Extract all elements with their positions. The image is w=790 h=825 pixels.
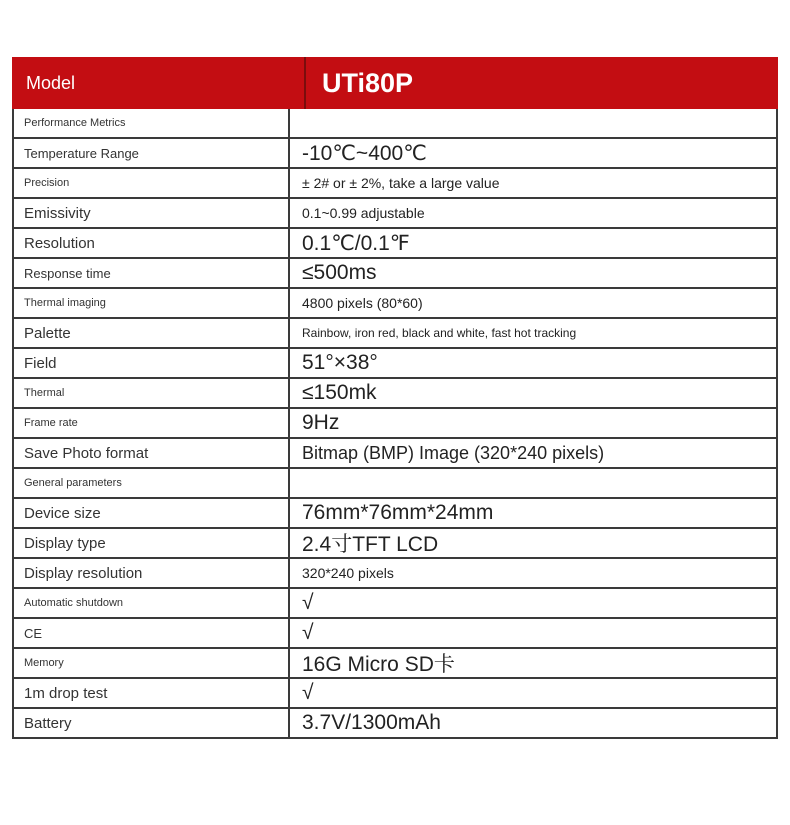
table-row [12,229,778,259]
row-label: Memory [12,649,290,677]
table-row [12,289,778,319]
row-label: 1m drop test [12,679,290,707]
row-label: CE [12,619,290,647]
row-value: √ [290,589,778,617]
table-row [12,109,778,139]
row-value: 4800 pixels (80*60) [290,289,778,317]
row-label: Frame rate [12,409,290,437]
row-value: Rainbow, iron red, black and white, fast hot tracking [290,319,778,347]
row-value [290,469,778,497]
row-value: √ [290,619,778,647]
row-value [290,109,778,137]
table-row [12,469,778,499]
table-row [12,139,778,169]
model-name: UTi80P [322,67,414,98]
row-label: Display type [12,529,290,557]
row-value: 76mm*76mm*24mm [290,499,778,527]
row-value: 0.1~0.99 adjustable [290,199,778,227]
row-value: ± 2# or ± 2%, take a large value [290,169,778,197]
table-row [12,169,778,199]
table-row [12,709,778,739]
table-row [12,589,778,619]
row-label: Palette [12,319,290,347]
row-value: √ [290,679,778,707]
row-value: 16G Micro SD卡 [290,649,778,677]
row-value: ≤500ms [290,259,778,287]
row-label: Thermal imaging [12,289,290,317]
row-value: 320*240 pixels [290,559,778,587]
row-label: Automatic shutdown [12,589,290,617]
table-row [12,409,778,439]
table-row [12,499,778,529]
row-label: Precision [12,169,290,197]
row-label: Temperature Range [12,139,290,167]
table-row [12,529,778,559]
table-row [12,199,778,229]
table-row [12,379,778,409]
row-value: 9Hz [290,409,778,437]
row-label: Display resolution [12,559,290,587]
row-label: Performance Metrics [12,109,290,137]
row-label: General parameters [12,469,290,497]
table-row [12,259,778,289]
row-label: Field [12,349,290,377]
row-label: Save Photo format [12,439,290,467]
row-value: 3.7V/1300mAh [290,709,778,737]
table-row [12,559,778,589]
row-value: -10℃~400℃ [290,139,778,167]
table-row [12,319,778,349]
table-row [12,679,778,709]
row-label: Emissivity [12,199,290,227]
table-row [12,439,778,469]
row-label: Resolution [12,229,290,257]
header-label: Model [12,57,306,109]
row-value: 2.4寸TFT LCD [290,529,778,557]
row-label: Thermal [12,379,290,407]
row-label: Battery [12,709,290,737]
table-row [12,649,778,679]
header-row [12,57,778,109]
row-value: 51°×38° [290,349,778,377]
table-row [12,619,778,649]
spec-table [12,57,778,739]
row-label: Device size [12,499,290,527]
row-value: ≤150mk [290,379,778,407]
row-label: Response time [12,259,290,287]
row-value: 0.1℃/0.1℉ [290,229,778,257]
row-value: Bitmap (BMP) Image (320*240 pixels) [290,439,778,467]
table-row [12,349,778,379]
